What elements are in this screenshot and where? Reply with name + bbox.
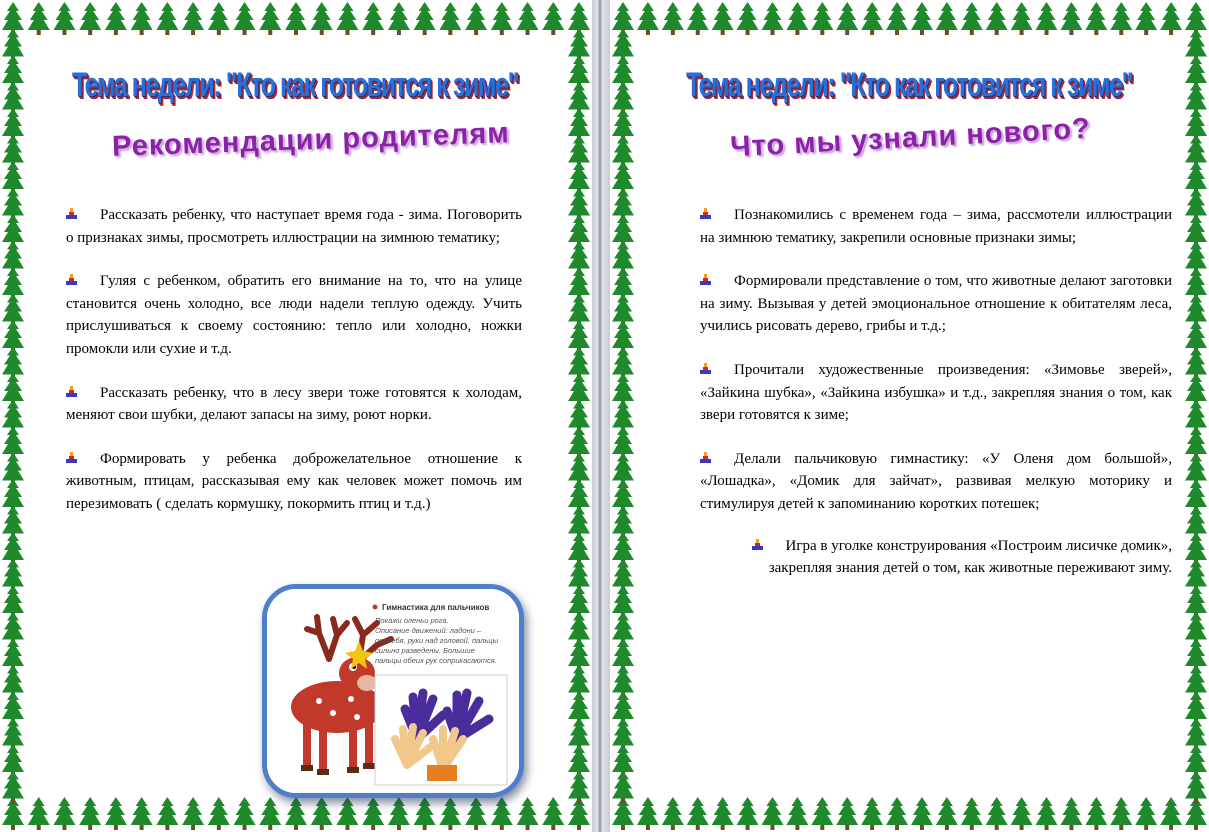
fir-tree-icon xyxy=(131,797,153,830)
fir-tree-icon xyxy=(761,2,783,35)
fir-tree-icon xyxy=(491,2,513,35)
fir-tree-icon xyxy=(414,2,436,35)
fir-tree-icon xyxy=(336,797,358,830)
fir-tree-icon xyxy=(1085,2,1107,35)
fir-tree-icon xyxy=(79,797,101,830)
fir-tree-icon xyxy=(936,797,958,830)
fir-tree-icon xyxy=(911,797,933,830)
fir-tree-icon xyxy=(131,2,153,35)
fir-tree-icon xyxy=(662,2,684,35)
fir-tree-icon xyxy=(182,2,204,35)
fir-tree-icon xyxy=(414,797,436,830)
fir-tree-icon xyxy=(1110,2,1132,35)
fir-tree-icon xyxy=(1135,2,1157,35)
list-item: Формировать у ребенка доброжелательное отношение к животным, птицам, рассказывая ему как человек может помочь им перезимовать ( сделать кормушку, покормить птиц и т.д.) xyxy=(66,450,522,512)
page-title: Тема недели: "Кто как готовится к зиме" xyxy=(72,66,519,104)
page-subtitle: Что мы узнали нового? xyxy=(729,112,1092,164)
list-item: Формировали представление о том, что животные делают заготовки на зиму. Вызывая у детей эмоциональное отношение к обитателям леса, учились рисовать дерево, грибы и т.д.; xyxy=(700,273,1172,335)
fir-tree-icon xyxy=(786,797,808,830)
fir-tree-icon xyxy=(517,2,539,35)
fir-tree-icon xyxy=(911,2,933,35)
fir-tree-icon xyxy=(53,797,75,830)
fir-tree-icon xyxy=(1011,2,1033,35)
fir-tree-icon xyxy=(259,797,281,830)
fir-tree-icon xyxy=(105,2,127,35)
recommendations-list xyxy=(66,204,522,537)
fir-tree-icon xyxy=(1160,797,1182,830)
fir-tree-icon xyxy=(79,2,101,35)
fir-tree-icon xyxy=(836,2,858,35)
bullet-icon xyxy=(66,274,78,286)
fir-tree-icon xyxy=(1036,2,1058,35)
fir-tree-icon xyxy=(182,797,204,830)
caption-text: Покажи оленьи рога. Описание движений: ладони – от себя, руки над головой, пальцы сильно разведены. Большие пальцы обеих рук соприкасаются. xyxy=(375,616,499,665)
fir-tree-icon xyxy=(2,771,24,804)
fir-tree-icon xyxy=(986,2,1008,35)
fir-tree-icon xyxy=(1185,771,1207,804)
fir-tree-icon xyxy=(311,797,333,830)
fir-tree-icon xyxy=(1135,797,1157,830)
list-item: Прочитали художественные произведения: «Зимовье зверей», «Зайкина шубка», «Зайкина избушка» и т.д., закрепляя знания о том, как звери готовятся к зиме; xyxy=(700,361,1172,424)
fir-tree-icon xyxy=(542,797,564,830)
fir-tree-icon xyxy=(687,2,709,35)
fir-tree-icon xyxy=(861,797,883,830)
page-divider xyxy=(592,0,610,832)
fir-tree-icon xyxy=(1011,797,1033,830)
fir-tree-icon xyxy=(465,797,487,830)
list-item: Игра в уголке конструирования «Построим лисичке домик», закрепляя знания детей о том, как животные переживают зиму. xyxy=(700,535,1172,580)
fir-tree-icon xyxy=(465,2,487,35)
fir-tree-icon xyxy=(156,2,178,35)
left-page xyxy=(0,0,592,832)
fir-tree-icon xyxy=(1060,797,1082,830)
reindeer-picture xyxy=(262,584,524,798)
fir-tree-icon xyxy=(961,2,983,35)
list-item: Рассказать ребенку, что в лесу звери тоже готовятся к холодам, меняют свои шубки, делают запасы на зиму, роют норки. xyxy=(66,384,522,424)
right-page xyxy=(610,0,1209,832)
caption-title: Гимнастика для пальчиков xyxy=(382,603,490,612)
fir-tree-icon xyxy=(156,797,178,830)
fir-tree-icon xyxy=(208,2,230,35)
bullet-icon xyxy=(700,363,712,375)
fir-tree-icon xyxy=(1036,797,1058,830)
fir-tree-icon xyxy=(836,797,858,830)
fir-tree-icon xyxy=(491,797,513,830)
fir-tree-icon xyxy=(336,2,358,35)
fir-tree-icon xyxy=(568,771,590,804)
fir-tree-icon xyxy=(259,2,281,35)
fir-tree-icon xyxy=(53,2,75,35)
fir-tree-icon xyxy=(542,2,564,35)
bullet-icon xyxy=(700,208,712,220)
fir-tree-icon xyxy=(811,2,833,35)
fir-tree-icon xyxy=(737,2,759,35)
fir-tree-icon xyxy=(517,797,539,830)
fir-tree-icon xyxy=(961,797,983,830)
list-item: Делали пальчиковую гимнастику: «У Оленя дом большой», «Лошадка», «Домик для зайчат», развивая мелкую моторику и стимулируя детей к запоминанию коротких потешек; xyxy=(700,450,1172,512)
fir-tree-icon xyxy=(28,797,50,830)
fir-tree-icon xyxy=(886,2,908,35)
fir-tree-icon xyxy=(712,2,734,35)
list-item: Гуляя с ребенком, обратить его внимание на то, что на улице становится очень холодно, все люди надели теплую одежду. Учить прислушиваться к своему состоянию: тепло или холодно, ножки промокли или сухие и т.д. xyxy=(66,273,522,357)
fir-tree-icon xyxy=(761,797,783,830)
fir-tree-icon xyxy=(362,797,384,830)
fir-tree-icon xyxy=(811,797,833,830)
reindeer-icon xyxy=(267,589,519,793)
fir-tree-icon xyxy=(388,2,410,35)
fir-tree-icon xyxy=(861,2,883,35)
fir-tree-icon xyxy=(886,797,908,830)
fir-tree-icon xyxy=(612,771,634,804)
fir-tree-icon xyxy=(737,797,759,830)
bullet-icon xyxy=(66,386,78,398)
fir-tree-icon xyxy=(1110,797,1132,830)
bullet-icon xyxy=(700,274,712,286)
fir-tree-icon xyxy=(712,797,734,830)
fir-tree-icon xyxy=(637,2,659,35)
list-item: Рассказать ребенку, что наступает время года - зима. Поговорить о признаках зимы, просмотреть иллюстрации на зимнюю тематику; xyxy=(66,207,522,246)
fir-tree-icon xyxy=(28,2,50,35)
fir-tree-icon xyxy=(234,2,256,35)
fir-tree-icon xyxy=(936,2,958,35)
fir-tree-icon xyxy=(285,2,307,35)
fir-tree-icon xyxy=(1060,2,1082,35)
fir-tree-icon xyxy=(234,797,256,830)
fir-tree-icon xyxy=(311,2,333,35)
page-title: Тема недели: "Кто как готовится к зиме" xyxy=(686,66,1133,104)
fir-tree-icon xyxy=(105,797,127,830)
fir-tree-icon xyxy=(1160,2,1182,35)
bullet-icon xyxy=(66,452,78,464)
learned-list xyxy=(700,204,1172,601)
fir-tree-icon xyxy=(662,797,684,830)
fir-tree-icon xyxy=(637,797,659,830)
fir-tree-icon xyxy=(439,2,461,35)
fir-tree-icon xyxy=(208,797,230,830)
fir-tree-icon xyxy=(786,2,808,35)
fir-tree-icon xyxy=(1085,797,1107,830)
fir-tree-icon xyxy=(285,797,307,830)
fir-tree-icon xyxy=(362,2,384,35)
bullet-icon xyxy=(752,539,764,551)
fir-tree-icon xyxy=(388,797,410,830)
page-subtitle: Рекомендации родителям xyxy=(111,117,511,163)
fir-tree-icon xyxy=(439,797,461,830)
bullet-icon xyxy=(66,208,78,220)
list-item: Познакомились с временем года – зима, рассмотели иллюстрации на зимнюю тематику, закрепили основные признаки зимы; xyxy=(700,207,1172,246)
fir-tree-icon xyxy=(986,797,1008,830)
bullet-icon xyxy=(700,452,712,464)
fir-tree-icon xyxy=(687,797,709,830)
